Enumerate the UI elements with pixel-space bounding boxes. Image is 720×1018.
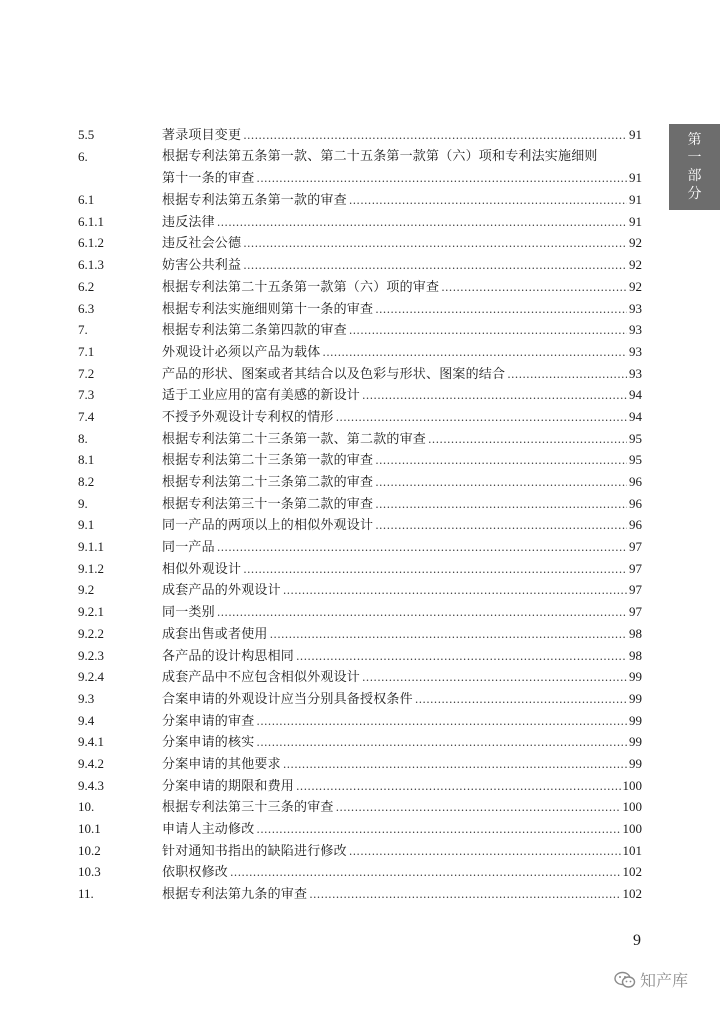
toc-entry-page: 95 [629,430,642,446]
toc-entry-page: 97 [629,539,642,555]
toc-entry [0,818,720,840]
toc-entry-body [162,298,642,321]
toc-entry-title: 合案申请的外观设计应当分别具备授权条件 [162,691,413,707]
toc-entry-title: 根据专利法第二十五条第一款第（六）项的审查 [162,279,440,295]
toc-entry-body [162,558,642,581]
toc-entry-body [162,645,642,668]
toc-entry-body [162,861,642,884]
toc-entry-body [162,189,642,212]
wechat-icon [614,971,636,989]
toc-entry-title: 违反法律 [162,214,215,230]
toc-entry [0,753,720,775]
toc-entry-body [162,428,642,451]
toc-entry-body [162,840,642,863]
toc-entry-number: 7.2 [78,365,95,381]
toc-entry-title: 分案申请的核实 [162,735,255,751]
toc-entry-body [162,514,642,537]
toc-entry [0,514,720,536]
toc-entry-title: 不授予外观设计专利权的情形 [162,409,334,425]
toc-dot-leader [270,624,627,646]
toc-entry-title: 违反社会公德 [162,236,242,252]
toc-entry-number: 8.1 [78,452,95,468]
toc-entry-title: 根据专利法第二十三条第二款的审查 [162,475,374,490]
toc-entry-body [162,254,642,277]
toc-dot-leader [256,711,627,733]
toc-entry-number: 8.2 [78,474,95,489]
toc-entry-number: 6.1.3 [78,257,104,273]
toc-entry-number: 6.1 [78,192,95,208]
toc-entry-number: 9.1.2 [78,560,104,576]
toc-entry [0,146,720,168]
toc-entry-page: 99 [629,734,642,750]
toc-entry-body [162,775,642,798]
toc-entry-title: 相似外观设计 [162,561,242,577]
toc-entry-page: 101 [622,842,642,858]
toc-entry [0,558,720,580]
toc-entry-number: 8. [78,430,88,446]
toc-entry [0,406,720,428]
toc-entry-number: 7.1 [78,343,95,359]
toc-entry-number: 9.2.2 [78,625,104,641]
toc-entry-number: 9.1 [78,517,95,533]
toc-dot-leader [243,559,627,581]
toc-dot-leader [349,841,621,863]
toc-entry-title: 依职权修改 [162,865,229,881]
toc-entry-title: 分案申请的审查 [162,713,255,729]
side-tab-char: 部 [687,168,702,184]
toc-entry-body [162,536,642,559]
toc-entry [0,341,720,363]
toc-dot-leader [230,862,620,884]
toc-entry-title: 成套产品的外观设计 [162,583,281,599]
toc-entry-page: 93 [629,322,642,338]
toc-entry-number: 7.4 [78,408,95,424]
toc-entry-title: 分案申请的其他要求 [162,756,281,772]
toc-entry-number: 9.4.3 [78,777,104,793]
toc-entry [0,710,720,732]
toc-entry-page: 94 [629,387,642,403]
toc-dot-leader [256,819,620,841]
toc-entry-title: 申请人主动修改 [162,822,255,837]
toc-entry-page: 93 [629,365,642,381]
toc-entry-body [162,124,642,147]
toc-entry-title: 根据专利法第三十一条第二款的审查 [162,496,374,512]
toc-dot-leader [375,515,627,537]
toc-entry [0,211,720,233]
toc-entry-number: 9.2.4 [78,669,104,685]
toc-entry-body [162,666,642,689]
toc-entry-number: 7. [78,322,88,338]
toc-entry-title: 根据专利法第二十三条第一款、第二款的审查 [162,431,427,447]
toc-entry [0,298,720,320]
toc-entry-page: 98 [629,625,642,641]
side-tab-char: 分 [687,186,702,202]
toc-dot-leader [375,494,627,516]
toc-entry-page: 96 [629,495,642,511]
toc-dot-leader [349,320,627,342]
toc-entry-page: 99 [629,690,642,706]
toc-dot-leader [283,754,627,776]
toc-dot-leader [507,364,627,386]
toc-entry-title: 妨害公共利益 [162,258,242,274]
toc-entry [0,666,720,688]
toc-entry [0,623,720,645]
toc-entry [0,796,720,818]
toc-entry-number: 9.2.3 [78,647,104,663]
toc-entry-title: 根据专利法第五条第一款的审查 [162,193,347,209]
toc-entry-title: 著录项目变更 [162,128,242,143]
toc-entry-page: 97 [629,604,642,620]
toc-entry [0,775,720,797]
toc-dot-leader [283,580,627,602]
toc-entry-number: 7.3 [78,387,95,403]
toc-entry [0,319,720,341]
toc-dot-leader [243,233,627,255]
watermark-text: 知产库 [640,971,689,990]
toc-dot-leader [336,407,627,429]
part-one-side-tab [669,124,720,210]
toc-entry [0,276,720,298]
toc-entry-number: 6.1.2 [78,235,104,251]
toc-dot-leader [375,450,627,472]
toc-entry-title: 同一类别 [162,605,215,621]
toc-entry-title: 根据专利法第二十三条第一款的审查 [162,453,374,469]
toc-dot-leader [309,884,620,906]
toc-entry [0,861,720,883]
toc-dot-leader [349,190,627,212]
toc-entry-title: 分案申请的期限和费用 [162,778,295,794]
toc-entry-body [162,883,642,906]
toc-entry-body [162,818,642,841]
toc-entry-body [162,406,642,429]
toc-entry-number: 6.3 [78,300,95,316]
toc-entry-page: 93 [629,300,642,316]
toc-entry-page: 97 [629,560,642,576]
toc-dot-leader [362,667,627,689]
toc-entry [0,363,720,385]
toc-entry-body [162,319,642,342]
toc-entry-body [162,276,642,299]
toc-entry-number: 9.4.1 [78,734,104,750]
toc-entry-page: 102 [622,864,642,880]
toc-entry-body [162,601,642,624]
toc-entry-number: 10. [78,799,95,815]
toc-entry [0,384,720,406]
toc-dot-leader [322,342,627,364]
toc-entry-body [162,384,642,407]
toc-entry-page: 99 [629,669,642,685]
toc-entry-page: 100 [622,821,642,836]
toc-dot-leader [217,602,627,624]
toc-entry-title: 适于工业应用的富有美感的新设计 [162,388,361,404]
toc-entry-title: 根据专利法实施细则第十一条的审查 [162,301,374,317]
toc-entry [0,254,720,276]
toc-entry-title: 外观设计必须以产品为载体 [162,344,321,360]
toc-entry-page: 93 [629,343,642,359]
toc-entry-number: 9.4.2 [78,755,104,771]
toc-entry-number: 10.2 [78,842,101,858]
toc-entry-page: 91 [629,127,642,142]
toc-entry-page: 102 [622,886,642,902]
toc-entry-page: 91 [629,213,642,229]
toc-entry-page: 99 [629,755,642,771]
side-tab-char: 一 [687,150,702,166]
toc-entry-title: 各产品的设计构思相同 [162,648,295,664]
toc-entry-page: 96 [629,517,642,533]
toc-entry-title: 针对通知书指出的缺陷进行修改 [162,843,347,859]
toc-entry-body [162,493,642,516]
toc-entry-body [162,623,642,646]
toc-dot-leader [375,472,627,494]
toc-entry [0,124,720,146]
toc-entry-number: 6. [78,148,88,164]
toc-dot-leader [428,429,627,451]
toc-dot-leader [256,168,627,190]
toc-entry [0,449,720,471]
toc-entry-body [162,471,642,494]
toc-dot-leader [243,255,627,277]
toc-entry-title: 根据专利法第二条第四款的审查 [162,323,347,339]
toc-entry-page: 99 [629,712,642,728]
toc-entry-title: 第十一条的审查 [162,171,255,187]
toc-entry-page: 91 [629,192,642,208]
toc-entry-title: 产品的形状、图案或者其结合以及色彩与形状、图案的结合 [162,366,506,382]
toc-entry-body [162,341,642,364]
toc-entry [0,840,720,862]
toc-entry [0,428,720,450]
toc-entry-title: 同一产品 [162,540,215,556]
toc-entry-title: 根据专利法第九条的审查 [162,887,308,903]
table-of-contents [0,124,720,905]
toc-entry [0,883,720,905]
toc-dot-leader [256,732,627,754]
toc-entry [0,167,720,189]
toc-entry-number: 9.4 [78,712,95,728]
toc-entry-body [162,688,642,711]
toc-entry-number: 10.3 [78,864,101,880]
toc-entry [0,645,720,667]
toc-entry [0,731,720,753]
toc-entry [0,232,720,254]
toc-dot-leader [217,537,627,559]
toc-entry-page: 92 [629,257,642,273]
toc-entry-number: 9.2 [78,582,95,598]
toc-entry-body [162,167,642,190]
toc-entry-body [162,211,642,234]
toc-entry-page: 96 [629,474,642,489]
toc-entry-body [162,232,642,255]
toc-entry [0,493,720,515]
toc-entry-page: 98 [629,647,642,663]
toc-entry-body [162,449,642,472]
toc-entry-page: 97 [629,582,642,598]
toc-entry-number: 9.1.1 [78,539,104,555]
toc-entry-page: 94 [629,408,642,424]
toc-dot-leader [441,277,627,299]
side-tab-char: 第 [687,132,702,148]
toc-dot-leader [296,776,620,798]
toc-entry [0,536,720,558]
toc-dot-leader [336,797,621,819]
toc-entry [0,471,720,493]
page-number: 9 [633,932,641,949]
toc-entry-page: 100 [622,777,642,793]
toc-entry [0,579,720,601]
toc-entry-number: 5.5 [78,127,95,142]
toc-entry-number: 9.3 [78,690,95,706]
toc-entry-body [162,363,642,386]
toc-entry-title: 成套产品中不应包含相似外观设计 [162,670,361,686]
toc-dot-leader [217,212,627,234]
toc-entry-title: 根据专利法第五条第一款、第二十五条第一款第（六）项和专利法实施细则 [162,148,598,164]
toc-entry-body [162,146,642,168]
toc-entry [0,189,720,211]
toc-entry-number: 11. [78,886,94,902]
watermark [614,968,688,991]
toc-dot-leader [296,646,627,668]
toc-entry-body [162,796,642,819]
toc-dot-leader [362,385,627,407]
toc-entry-title: 成套出售或者使用 [162,626,268,642]
toc-entry-body [162,731,642,754]
toc-entry-body [162,579,642,602]
toc-entry-page: 100 [622,799,642,815]
toc-entry-body [162,710,642,733]
toc-entry [0,688,720,710]
toc-entry [0,601,720,623]
toc-entry-page: 95 [629,452,642,468]
toc-entry-number: 6.2 [78,278,95,294]
toc-entry-number: 6.1.1 [78,213,104,229]
toc-entry-page: 92 [629,278,642,294]
toc-entry-title: 根据专利法第三十三条的审查 [162,800,334,816]
toc-entry-number: 9. [78,495,88,511]
toc-dot-leader [375,299,627,321]
toc-entry-title: 同一产品的两项以上的相似外观设计 [162,518,374,534]
toc-dot-leader [243,125,627,147]
toc-entry-number: 10.1 [78,821,101,836]
toc-entry-page: 92 [629,235,642,251]
toc-dot-leader [415,689,627,711]
toc-entry-page: 91 [629,170,642,186]
toc-entry-body [162,753,642,776]
toc-entry-number: 9.2.1 [78,604,104,620]
